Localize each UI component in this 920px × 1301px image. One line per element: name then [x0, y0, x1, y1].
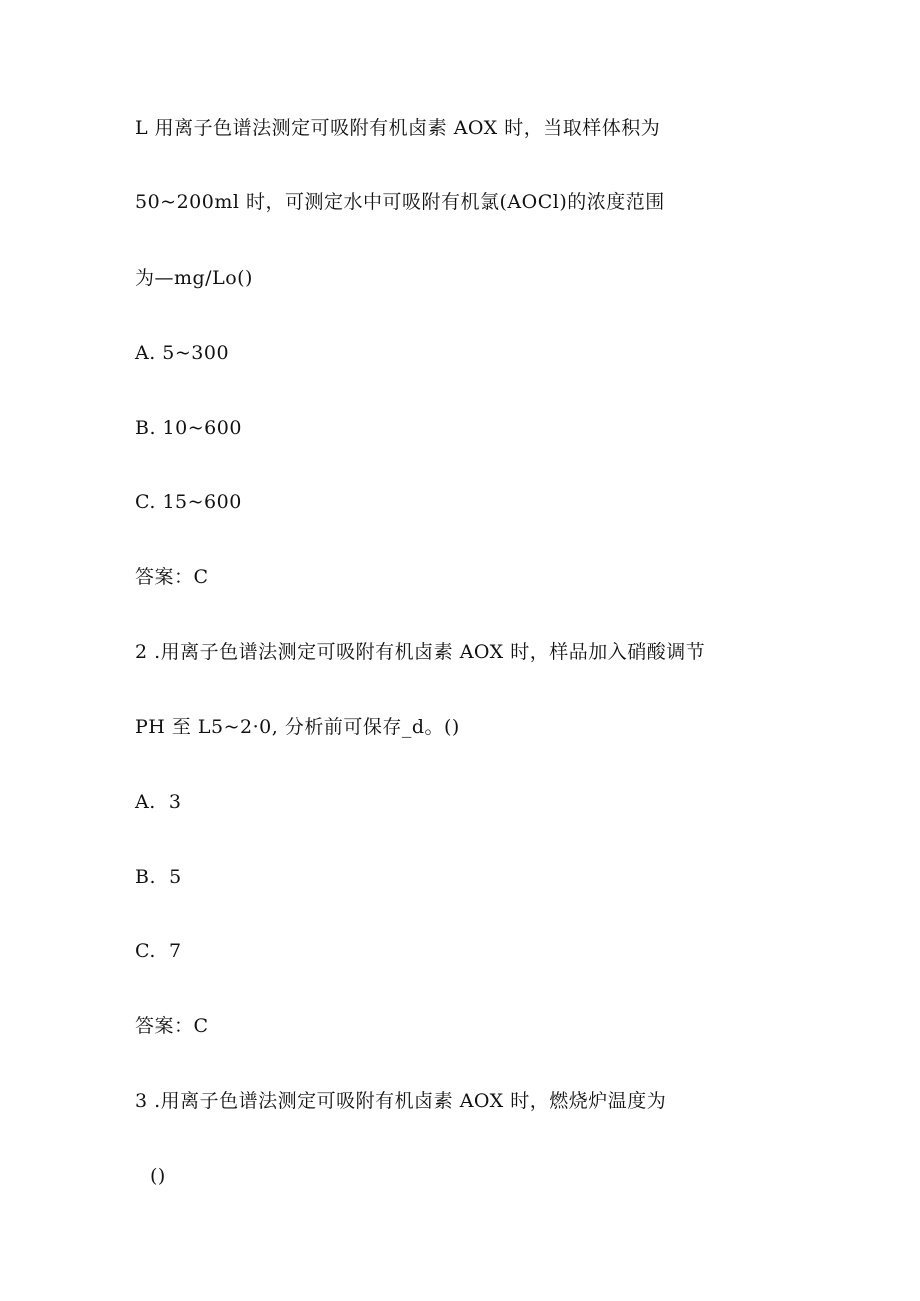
question-3-line-1: 3 .用离子色谱法测定可吸附有机卤素 AOX 时，燃烧炉温度为 [135, 1090, 667, 1112]
question-1-line-2: 50~200ml 时，可测定水中可吸附有机氯(AOCl)的浓度范围 [135, 191, 665, 213]
question-1-option-b: B. 10~600 [135, 417, 242, 439]
question-2-option-a: A. 3 [135, 791, 182, 813]
question-1-answer: 答案：C [135, 566, 209, 588]
question-2-line-1: 2 .用离子色谱法测定可吸附有机卤素 AOX 时，样品加入硝酸调节 [135, 641, 706, 663]
question-2-line-2: PH 至 L5~2·0, 分析前可保存_d。() [135, 716, 460, 738]
question-2-option-c: C. 7 [135, 940, 182, 962]
question-3-line-2: () [150, 1165, 166, 1187]
question-2-answer: 答案：C [135, 1015, 209, 1037]
question-1-option-a: A. 5~300 [135, 342, 230, 364]
question-1-line-3: 为—mg/Lo() [135, 267, 253, 289]
question-1-line-1: L 用离子色谱法测定可吸附有机卤素 AOX 时，当取样体积为 [135, 117, 661, 139]
question-2-option-b: B. 5 [135, 866, 182, 888]
question-1-option-c: C. 15~600 [135, 491, 242, 513]
